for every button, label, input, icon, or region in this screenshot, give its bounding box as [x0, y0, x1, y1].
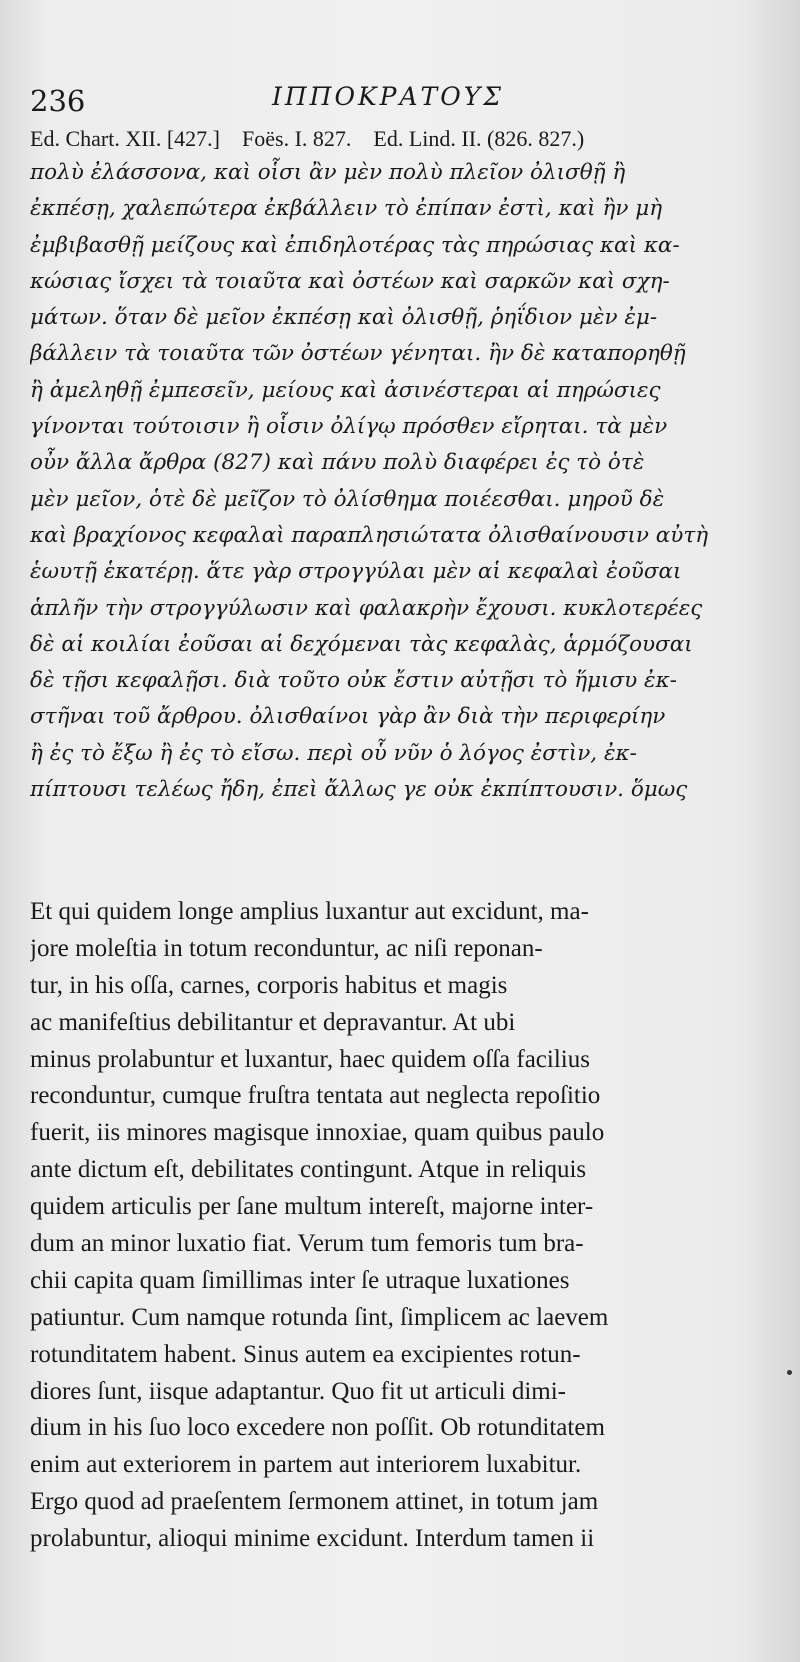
- page-number: 236: [30, 84, 86, 118]
- ink-dot-mark: [787, 1370, 792, 1375]
- latin-line: tur, in his oſſa, carnes, corporis habitus et magis: [30, 971, 508, 999]
- latin-line: jore moleſtia in totum reconduntur, ac niſi reponan-: [30, 934, 543, 962]
- greek-line: πολὺ ἐλάσσονα, καὶ οἷσι ἂν μὲν πολὺ πλεῖον ὀλισθῇ ἢ: [30, 160, 626, 185]
- latin-line: Ergo quod ad praeſentem ſermonem attinet, in totum jam: [30, 1488, 599, 1516]
- latin-line: ante dictum eſt, debilitates contingunt. Atque in reliquis: [30, 1156, 587, 1184]
- latin-line: Et qui quidem longe amplius luxantur aut excidunt, ma-: [30, 898, 589, 925]
- greek-text-block: [30, 155, 775, 808]
- latin-line: dium in his ſuo loco excedere non poſſit. Ob rotunditatem: [30, 1414, 605, 1442]
- latin-line: patiuntur. Cum namque rotunda ſint, ſimplicem ac laevem: [30, 1303, 609, 1331]
- greek-line: κώσιας ἴσχει τὰ τοιαῦτα καὶ ὀστέων καὶ σαρκῶν καὶ σχη-: [30, 268, 670, 294]
- greek-line: βάλλειν τὰ τοιαῦτα τῶν ὀστέων γένηται. ἢν δὲ καταπορηθῇ: [30, 341, 686, 367]
- latin-line: fuerit, iis minores magisque innoxiae, quam quibus paulo: [30, 1119, 605, 1147]
- greek-line: ἐμβιβασθῇ μείζους καὶ ἐπιδηλοτέρας τὰς πηρώσιας καὶ κα-: [30, 232, 680, 258]
- latin-line: prolabuntur, alioqui minime excidunt. Interdum tamen ii: [30, 1525, 595, 1553]
- greek-line: δὲ τῇσι κεφαλῇσι. διὰ τοῦτο οὐκ ἔστιν αὐτῇσι τὸ ἥμισυ ἐκ-: [30, 668, 677, 694]
- greek-line: οὖν ἄλλα ἄρθρα (827) καὶ πάνυ πολὺ διαφέρει ἐς τὸ ὁτὲ: [30, 450, 645, 476]
- latin-line: reconduntur, cumque fruſtra tentata aut neglecta repoſitio: [30, 1082, 601, 1110]
- latin-line: enim aut exteriorem in partem aut interiorem luxabitur.: [30, 1451, 582, 1479]
- greek-line: δὲ αἱ κοιλίαι ἐοῦσαι αἱ δεχόμεναι τὰς κεφαλὰς, ἁρμόζουσαι: [30, 631, 693, 657]
- greek-line: ἁπλῆν τὴν στρογγύλωσιν καὶ φαλακρὴν ἔχουσι. κυκλοτερέες: [30, 595, 703, 621]
- greek-line: μάτων. ὅταν δὲ μεῖον ἐκπέσῃ καὶ ὀλισθῇ, ῥηΐδιον μὲν ἐμ-: [30, 305, 658, 331]
- latin-line: quidem articulis per ſane multum intereſt, majorne inter-: [30, 1193, 594, 1221]
- edition-reference-line: Ed. Chart. XII. [427.] Foës. I. 827. Ed. Lind. II. (826. 827.): [30, 126, 585, 151]
- page-header: [30, 78, 770, 118]
- greek-line: ἢ ἀμεληθῇ ἐμπεσεῖν, μείους καὶ ἀσινέστεραι αἱ πηρώσιες: [30, 377, 661, 403]
- latin-line: ac manifeſtius debilitantur et depravantur. At ubi: [30, 1008, 516, 1036]
- latin-line: minus prolabuntur et luxantur, haec quidem oſſa facilius: [30, 1045, 590, 1073]
- greek-line: ἑωυτῇ ἑκατέρῃ. ἅτε γὰρ στρογγύλαι μὲν αἱ κεφαλαὶ ἐοῦσαι: [30, 559, 682, 585]
- latin-text-block: [30, 894, 775, 1558]
- latin-line: rotunditatem habent. Sinus autem ea excipientes rotun-: [30, 1340, 581, 1368]
- greek-line: καὶ βραχίονος κεφαλαὶ παραπλησιώτατα ὀλισθαίνουσιν αὐτὴ: [30, 522, 709, 548]
- greek-line: στῆναι τοῦ ἄρθρου. ὀλισθαίνοι γὰρ ἂν διὰ τὴν περιφερίην: [30, 704, 666, 730]
- greek-line: γίνονται τούτοισιν ἢ οἷσιν ὀλίγῳ πρόσθεν εἴρηται. τὰ μὲν: [30, 414, 668, 440]
- greek-line: ἐκπέσῃ, χαλεπώτερα ἐκβάλλειν τὸ ἐπίπαν ἐστὶ, καὶ ἢν μὴ: [30, 196, 663, 222]
- greek-line: μὲν μεῖον, ὁτὲ δὲ μεῖζον τὸ ὀλίσθημα ποιέεσθαι. μηροῦ δὲ: [30, 486, 665, 512]
- latin-line: chii capita quam ſimillimas inter ſe utraque luxationes: [30, 1266, 570, 1294]
- greek-line: πίπτουσι τελέως ἤδη, ἐπεὶ ἄλλως γε οὐκ ἐκπίπτουσιν. ὅμως: [30, 777, 688, 803]
- running-title: ΙΠΠΟΚΡΑΤΟΥΣ: [272, 82, 504, 111]
- greek-line: ἢ ἐς τὸ ἔξω ἢ ἐς τὸ εἴσω. περὶ οὗ νῦν ὁ λόγος ἐστὶν, ἐκ-: [30, 740, 637, 766]
- latin-line: dum an minor luxatio fiat. Verum tum femoris tum bra-: [30, 1230, 584, 1258]
- latin-line: diores ſunt, iisque adaptantur. Quo fit ut articuli dimi-: [30, 1377, 567, 1405]
